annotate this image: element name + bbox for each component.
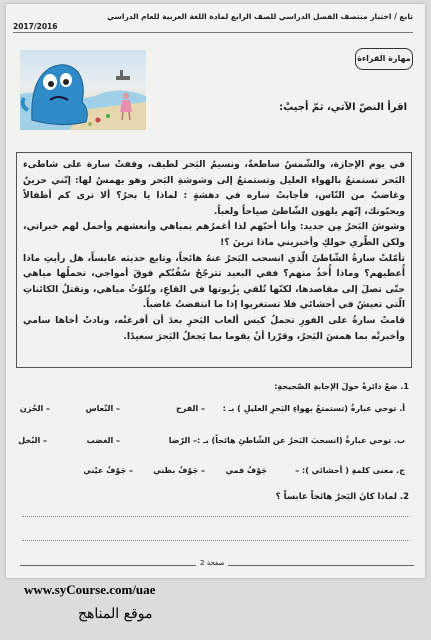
answer-line[interactable] xyxy=(22,516,410,517)
passage-paragraph: في يوم الإجازة، والشّمسُ ساطعةٌ، ونسيمُ البَحر لطيف، وقفتْ سارة على شاطىء البَحر تستمتعُ بالهواء العليل وتستمتعُ إلى وشوشةِ البَحر وهو يهمسُ لها: إنّني حزينٌ وغاضبٌ من النّاس، فأجابتْ ساره في دهشةٍ : لماذا يا بحرُ؟ ألا ترى كم أطفالاً ويحبّونك، إنّهم يلهون الشّاطئ صياحاً ولعباً. xyxy=(23,159,405,217)
header-rule xyxy=(13,32,413,33)
answer-option[interactable]: – البُخل xyxy=(18,436,47,445)
answer-option[interactable]: – الغضب xyxy=(86,436,120,445)
answer-option[interactable]: جَوْفُ فمي xyxy=(225,466,267,475)
question-2: 2. لماذا كانَ البَحرُ هائجاً عابساً ؟ xyxy=(275,492,409,502)
page-number: صفحة 2 xyxy=(196,559,228,567)
answer-option[interactable]: – النّعاس xyxy=(85,404,120,413)
question-stem: أ. توحي عبارةُ (تستمتعُ بهواءِ البَحرِ العليلِ ) بـ : xyxy=(222,404,405,413)
answer-option[interactable]: – جَوْفُ عيْني xyxy=(83,466,133,475)
header-title: تابع / اختبار منتصف الفصل الدراسي للصف الرابع لمادة اللغة العربية للعام الدراسي xyxy=(106,12,413,21)
exam-sheet xyxy=(6,4,425,578)
answer-line[interactable] xyxy=(22,540,410,541)
question-1b xyxy=(13,436,405,456)
illustration-svg xyxy=(20,50,146,130)
question-stem: ج. معنى كلمةِ ( أحشائي ): – xyxy=(295,466,405,475)
question-1a xyxy=(13,404,405,424)
question-1-title: 1. ضعْ دائرةً حولَ الإجابةِ الصّحيحةِ: xyxy=(274,382,409,391)
exam-header xyxy=(13,12,413,31)
answer-option[interactable]: – جَوْفُ بطني xyxy=(153,466,205,475)
reading-instruction: اقرأ النصّ الآتي، ثمّ أجيبْ: xyxy=(279,102,407,113)
sad-sea-illustration xyxy=(20,50,146,130)
website-name: موقع المناهج xyxy=(78,606,153,622)
passage-paragraph: وشوشَ البَحرُ مِن جديد: وأنا أحبّهم لذا أغمرُهم بمياهي وأنعشهم وأحمل لهم خيراتي، ولكن الطّري حولكِ وأخبريني ماذا ترينَ ؟! xyxy=(23,221,405,248)
website-url: www.syCourse.com/uae xyxy=(24,582,156,597)
answer-option[interactable]: – الفرح xyxy=(175,404,205,413)
question-stem: ب. توحي عبارةُ (انسحبَ البَحرُ عن الشّاطئِ هائجاً) بـ : xyxy=(197,436,405,445)
passage-paragraph: تأمّلتْ سارةُ الشّاطئَ الّذي انسحب البَحرُ عنهُ هائجاً، وتابع حديثه عابساً، هل رأيتِ ماذا أُعطيهم؟ وماذا أُخذُ منهم؟ ففي البعيد تترجّحُ سُفُنُكم فوقَ أمواجي، تحملُها مياهي حتّى تصلَ إلى مقاصدها، لكنّها تُلقي بِزُيوتها في القاعِ، وتُلوّثُ مياهي، وتقتلُ الكائناتِ الّتي تعيشُ في أحشائي فلا تستغربوا إذا ما انتفضتُ غاضباً. xyxy=(23,252,405,311)
passage-paragraph: قامتْ سارةُ على الفورِ تحملُ كيس ألعاب البَحرِ بعدَ أن أفرغتْه، ونادتْ أخاها سامي وأخبرتْه بما همسَ البَحرُ، وقرّرا أنْ يقوما بما يَجعلُ البَحرَ سعيدًا. xyxy=(23,314,405,342)
answer-option[interactable]: – الحُزن xyxy=(19,404,50,413)
header-year: 2017/2016 xyxy=(13,22,58,31)
reading-passage xyxy=(16,152,412,368)
skill-label: مهارة القراءة xyxy=(355,48,413,70)
question-1c xyxy=(13,466,405,486)
answer-option[interactable]: – الرّضا xyxy=(168,436,197,445)
